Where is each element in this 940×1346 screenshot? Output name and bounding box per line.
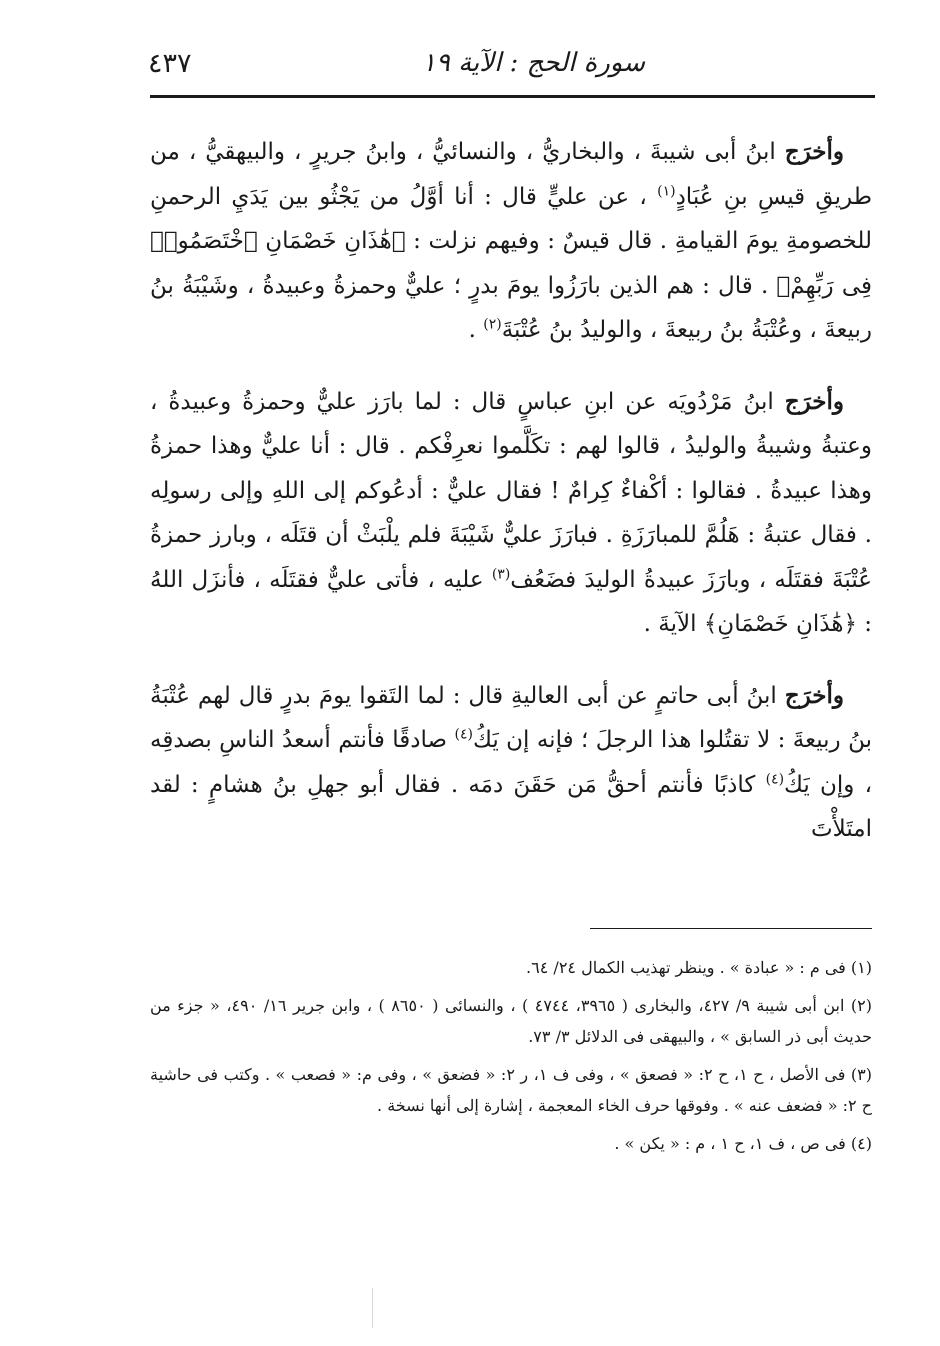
paragraph	[150, 130, 872, 353]
footnote-marker: (٢)	[483, 316, 502, 333]
footnote-marker: (١)	[657, 182, 676, 199]
scan-artifact	[372, 1288, 373, 1328]
header-rule	[150, 95, 875, 98]
text-segment: ، عن عليٍّ قال : أنا أوَّلُ من يَجْثُو بين يَدَيِ الرحمنِ للخصومةِ يومَ القيامةِ . قال قيسٌ : وفيهم نزلت : ﴿هَٰذَانِ خَصْمَانِ ٱخْتَصَمُوا۟ فِى رَبِّهِمْ﴾ . قال : هم الذين بارَزُوا يومَ بدرٍ ؛ عليٌّ وحمزةُ وعبيدةُ ، وشَيْبَةُ بنُ ربيعةَ ، وعُتْبَةُ بنُ ربيعةَ ، والوليدُ بنُ عُتْبَةَ	[150, 183, 872, 343]
text-segment: .	[468, 317, 484, 343]
footnotes	[150, 952, 872, 1166]
page-header	[140, 40, 875, 92]
text-segment: ابنُ أبى حاتمٍ عن أبى العاليةِ قال : لما التَقوا يومَ بدرٍ قال لهم عُتْبَةُ بنُ ربيعةَ : لا تقتُلوا هذا الرجلَ ؛ فإنه إن يَكُ	[150, 682, 872, 753]
footnote-marker: (٤)	[765, 770, 785, 787]
page-number: ٤٣٧	[148, 48, 192, 79]
text-segment: عليه ، فأتى عليٌّ فقتَلَه ، فأنزَل اللهُ : ﴿هَٰذَانِ خَصْمَانِ﴾ الآيةَ .	[150, 566, 872, 637]
paragraph-lead: وأخرَج	[784, 681, 844, 709]
main-text	[150, 130, 872, 879]
text-segment: صادقًا فأنتم أسعدُ الناسِ بصدقِه ، وإن يَكُ	[150, 727, 872, 798]
text-segment: ابنُ مَرْدُويَه عن ابنِ عباسٍ قال : لما بارَز عليٌّ وحمزةُ وعبيدةُ ، وعتبةُ وشيبةُ والوليدُ ، قالوا لهم : تكَلَّموا نعرِفْكم . قال : أنا عليٌّ وهذا حمزةُ وهذا عبيدةُ . فقالوا : أكْفاءٌ كِرامٌ ! فقال عليٌّ : أدعُوكم إلى اللهِ وإلى رسولِه . فقال عتبةُ : هَلُمَّ للمبارَزَةِ . فبارَزَ عليٌّ شَيْبَةَ فلم يلْبَثْ أن قتَلَه ، وبارز حمزةُ عُتْبَةَ فقتَلَه ، وبارَزَ عبيدةُ الوليدَ فضَعُف	[150, 388, 872, 593]
running-title: سورة الحج : الآية ١٩	[421, 48, 645, 78]
footnote: (٤) فى ص ، ف ١، ح ١ ، م : « يكن » .	[614, 1134, 872, 1153]
paragraph	[150, 380, 872, 647]
paragraph-lead: وأخرَج	[784, 387, 844, 415]
paragraph	[150, 674, 872, 852]
footnote-marker: (٤)	[454, 726, 473, 743]
footnote: (١) فى م : « عبادة » . وينظر تهذيب الكمال ٢٤/ ٦٤.	[526, 958, 872, 977]
paragraph-lead: وأخرَج	[784, 138, 844, 165]
text-segment: ابنُ أبى شيبةَ ، والبخاريُّ ، والنسائيُّ ، وابنُ جريرٍ ، والبيهقيُّ ، من طريقِ قيسِ بنِ عُبَادٍ	[150, 139, 873, 210]
footnote-separator	[590, 928, 872, 929]
footnote: (٣) فى الأصل ، ح ١، ح ٢: « فصعق » ، وفى ف ١، ر ٢: « فضعق » ، وفى م: « فصعب » . وكتب فى حاشية ح ٢: « فضعف عنه » . وفوقها حرف الخاء المعجمة ، إشارة إلى أنها نسخة .	[150, 1065, 873, 1115]
footnote: (٢) ابن أبى شيبة ٩/ ٤٢٧، والبخارى ( ٣٩٦٥، ٤٧٤٤ ) ، والنسائى ( ٨٦٥٠ ) ، وابن جرير ١٦/ ٤٩٠، « جزء من حديث أبى ذر السابق » ، والبيهقى فى الدلائل ٣/ ٧٣.	[150, 996, 873, 1046]
text-segment: كاذبًا فأنتم أحقُّ مَن حَقَنَ دمَه . فقال أبو جهلِ بنُ هشامٍ : لقد امتَلأْتَ	[150, 771, 872, 842]
footnote-marker: (٣)	[491, 565, 511, 582]
